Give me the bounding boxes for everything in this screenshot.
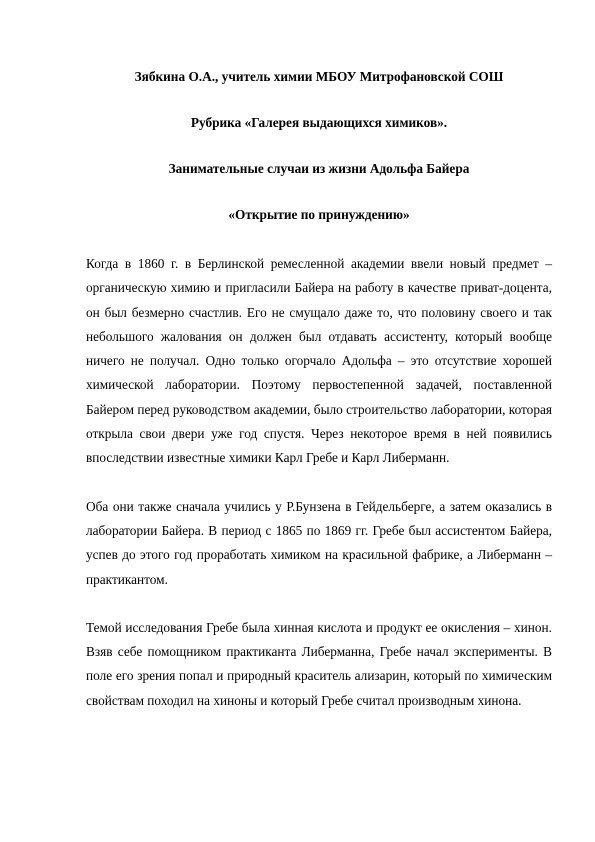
rubric-heading: Рубрика «Галерея выдающихся химиков».	[190, 115, 448, 130]
paragraph-1: Когда в 1860 г. в Берлинской ремесленной академии ввели новый предмет – органическую химию и пригласили Байера на работу в качестве приват-доцента, он был безмерно счастлив. Его не смущало даже то, что половину своего и так небольшого жалования он должен был отдавать ассистенту, который вообще ничего не получал. Одно только огорчало Адольфа – это отсутствие хорошей химической лаборатории. Поэтому первостепенной задачей, поставленной Байером перед руководством академии, было строительство лаборатории, которая открыла свои двери уже год спустя. Через некоторое время в ней появились впоследствии известные химики Карл Гребе и Карл Либерманн.	[86, 256, 552, 466]
author-line: Зябкина О.А., учитель химии МБОУ Митрофановской СОШ	[134, 69, 504, 84]
story-title: «Открытие по принуждению»	[228, 207, 410, 222]
paragraph-3: Темой исследования Гребе была хинная кислота и продукт ее окисления – хинон. Взяв себе помощником практиканта Либерманна, Гребе начал эксперименты. В поле его зрения попал и природный краситель ализарин, который по химическим свойствам походил на хиноны и который Гребе считал производным хинона.	[86, 619, 552, 708]
paragraph-2: Оба они также сначала учились у Р.Бунзена в Гейдельберге, а затем оказались в лаборатории Байера. В период с 1865 по 1869 гг. Гребе был ассистентом Байера, успев до этого год проработать химиком на красильной фабрике, а Либерманн – практикантом.	[86, 498, 552, 587]
subtitle-heading: Занимательные случаи из жизни Адольфа Байера	[168, 161, 470, 176]
